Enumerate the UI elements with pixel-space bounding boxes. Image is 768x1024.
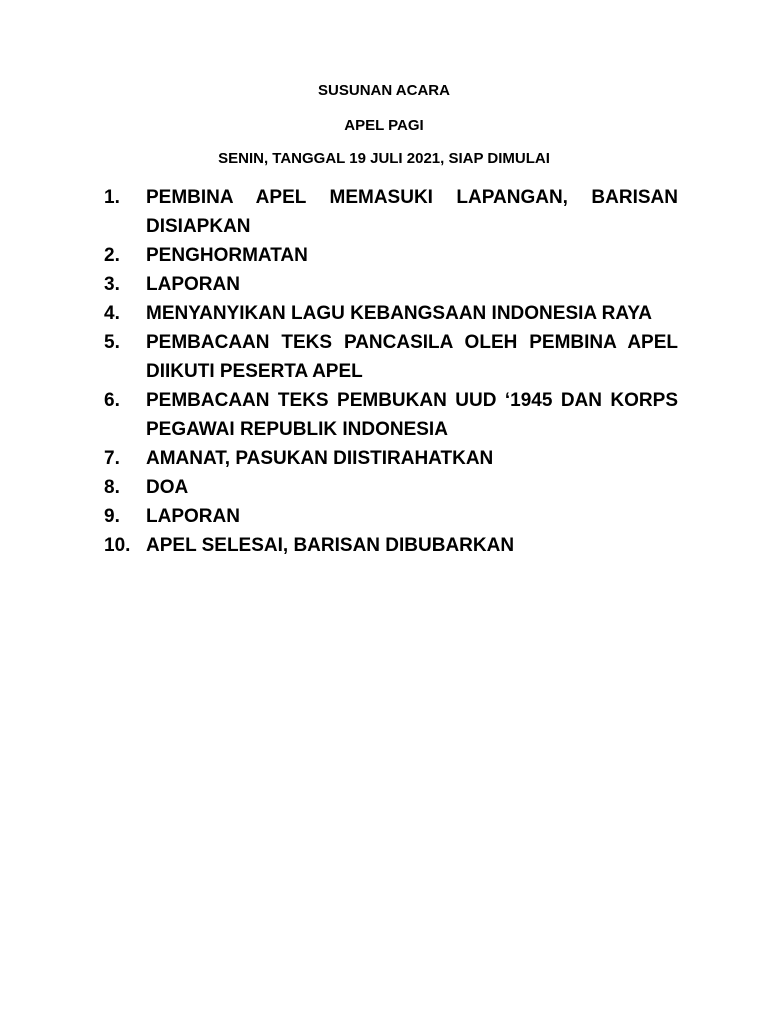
document-subtitle: APEL PAGI xyxy=(344,117,424,134)
agenda-item-text: MENYANYIKAN LAGU KEBANGSAAN INDONESIA RAYA xyxy=(146,303,653,324)
agenda-item-number: 8. xyxy=(104,477,120,498)
agenda-item-10 xyxy=(104,531,678,560)
agenda-item-4 xyxy=(104,299,678,328)
agenda-item-1 xyxy=(104,183,678,241)
agenda-item-text: PENGHORMATAN xyxy=(146,245,308,266)
agenda-item-number: 2. xyxy=(104,245,120,266)
agenda-item-5 xyxy=(104,328,678,386)
agenda-item-text: PEMBINA APEL MEMASUKI LAPANGAN, BARISAN DISIAPKAN xyxy=(146,187,678,237)
agenda-item-text: PEMBACAAN TEKS PEMBUKAN UUD ‘1945 DAN KORPS PEGAWAI REPUBLIK INDONESIA xyxy=(146,390,678,440)
agenda-item-6 xyxy=(104,386,678,444)
agenda-item-number: 7. xyxy=(104,448,120,469)
agenda-item-number: 4. xyxy=(104,303,120,324)
agenda-item-2 xyxy=(104,241,678,270)
agenda-item-text: LAPORAN xyxy=(146,506,240,527)
agenda-item-9 xyxy=(104,502,678,531)
agenda-item-number: 10. xyxy=(104,535,131,556)
agenda-item-7 xyxy=(104,444,678,473)
agenda-item-number: 1. xyxy=(104,187,120,208)
agenda-item-text: APEL SELESAI, BARISAN DIBUBARKAN xyxy=(146,535,515,556)
agenda-item-text: DOA xyxy=(146,477,189,498)
agenda-item-8 xyxy=(104,473,678,502)
agenda-item-number: 6. xyxy=(104,390,120,411)
agenda-item-number: 9. xyxy=(104,506,120,527)
agenda-item-number: 5. xyxy=(104,332,120,353)
document-title: SUSUNAN ACARA xyxy=(318,82,450,99)
agenda-item-3 xyxy=(104,270,678,299)
agenda-item-text: AMANAT, PASUKAN DIISTIRAHATKAN xyxy=(146,448,494,469)
document-date-line: SENIN, TANGGAL 19 JULI 2021, SIAP DIMULAI xyxy=(218,150,550,167)
agenda-item-text: PEMBACAAN TEKS PANCASILA OLEH PEMBINA APEL DIIKUTI PESERTA APEL xyxy=(146,332,678,382)
agenda-item-text: LAPORAN xyxy=(146,274,240,295)
agenda-list xyxy=(104,183,678,560)
agenda-item-number: 3. xyxy=(104,274,120,295)
